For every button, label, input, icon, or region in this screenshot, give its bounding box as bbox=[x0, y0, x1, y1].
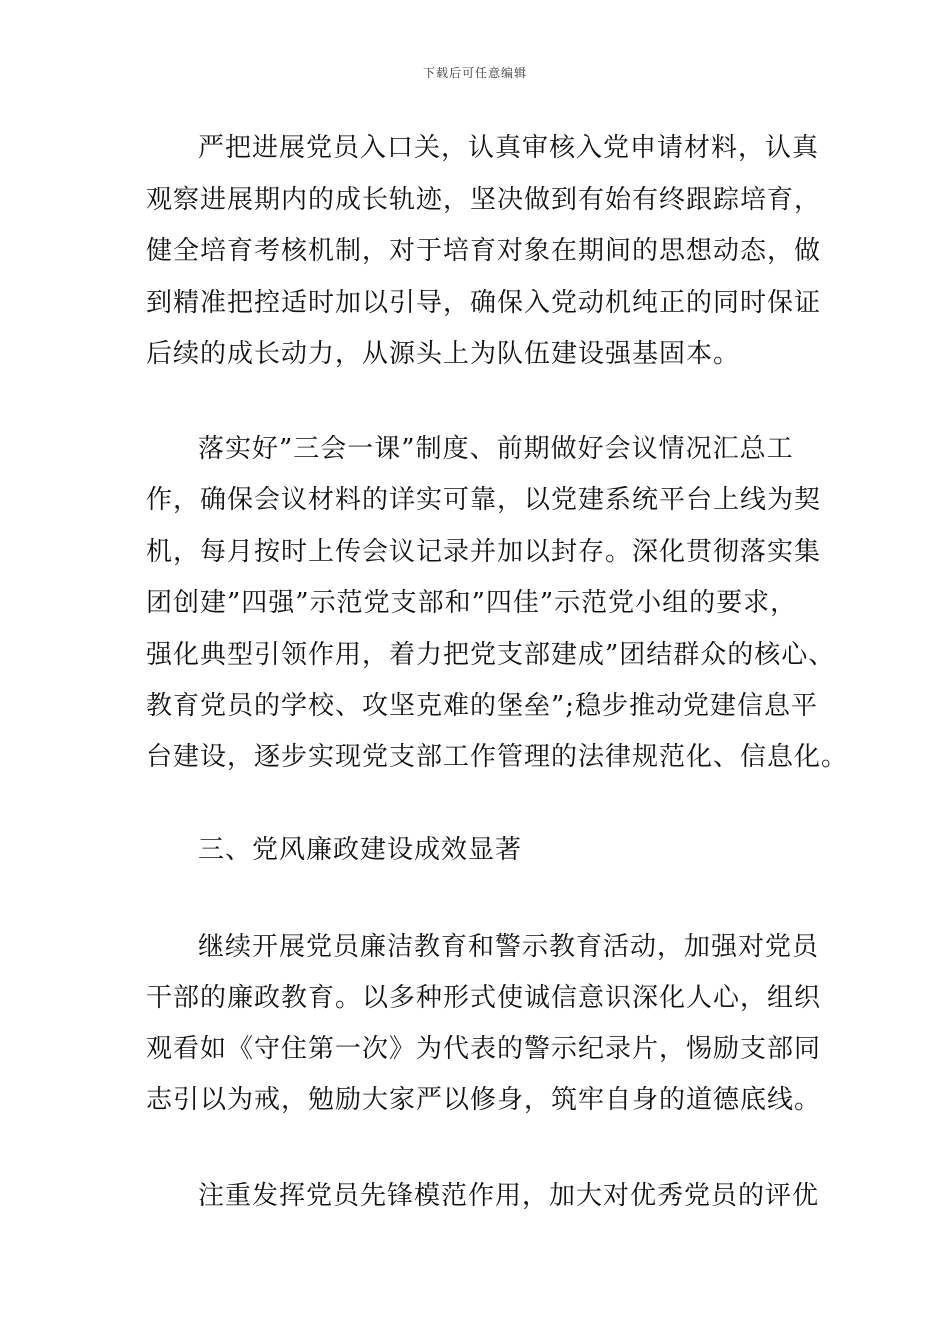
paragraph-2-line-6: 教育党员的学校、攻坚克难的堡垒”;稳步推动党建信息平 bbox=[146, 691, 819, 721]
paragraph-2-line-1: 落实好”三会一课”制度、前期做好会议情况汇总工 bbox=[198, 434, 794, 464]
paragraph-2-line-2: 作，确保会议材料的详实可靠，以党建系统平台上线为契 bbox=[146, 485, 822, 515]
paragraph-1-line-5: 后续的成长动力，从源头上为队伍建设强基固本。 bbox=[146, 339, 741, 369]
paragraph-2-line-4: 团创建”四强”示范党支部和”四佳”示范党小组的要求， bbox=[146, 588, 798, 618]
section-heading: 三、党风廉政建设成效显著 bbox=[198, 835, 523, 865]
paragraph-3-line-3: 观看如《守住第一次》为代表的警示纪录片，惕励支部同 bbox=[146, 1034, 822, 1064]
paragraph-4-line-1: 注重发挥党员先锋模范作用，加大对优秀党员的评优 bbox=[198, 1181, 820, 1211]
paragraph-2-line-7: 台建设，逐步实现党支部工作管理的法律规范化、信息化。 bbox=[146, 742, 849, 772]
paragraph-1-line-4: 到精准把控适时加以引导，确保入党动机纯正的同时保证 bbox=[146, 288, 822, 318]
header-note: 下载后可任意编辑 bbox=[422, 66, 527, 80]
paragraph-3-line-1: 继续开展党员廉洁教育和警示教育活动，加强对党员 bbox=[198, 932, 820, 962]
paragraph-2-line-5: 强化典型引领作用，着力把党支部建成”团结群众的核心、 bbox=[146, 640, 836, 670]
paragraph-1-line-1: 严把进展党员入口关，认真审核入党申请材料，认真 bbox=[198, 133, 820, 163]
paragraph-2-line-3: 机，每月按时上传会议记录并加以封存。深化贯彻落实集 bbox=[146, 537, 822, 567]
paragraph-1-line-2: 观察进展期内的成长轨迹，坚决做到有始有终跟踪培育， bbox=[146, 185, 822, 215]
paragraph-3-line-2: 干部的廉政教育。以多种形式使诚信意识深化人心，组织 bbox=[146, 983, 822, 1013]
paragraph-1-line-3: 健全培育考核机制，对于培育对象在期间的思想动态，做 bbox=[146, 236, 822, 266]
paragraph-3-line-4: 志引以为戒，勉励大家严以修身，筑牢自身的道德底线。 bbox=[146, 1085, 822, 1115]
